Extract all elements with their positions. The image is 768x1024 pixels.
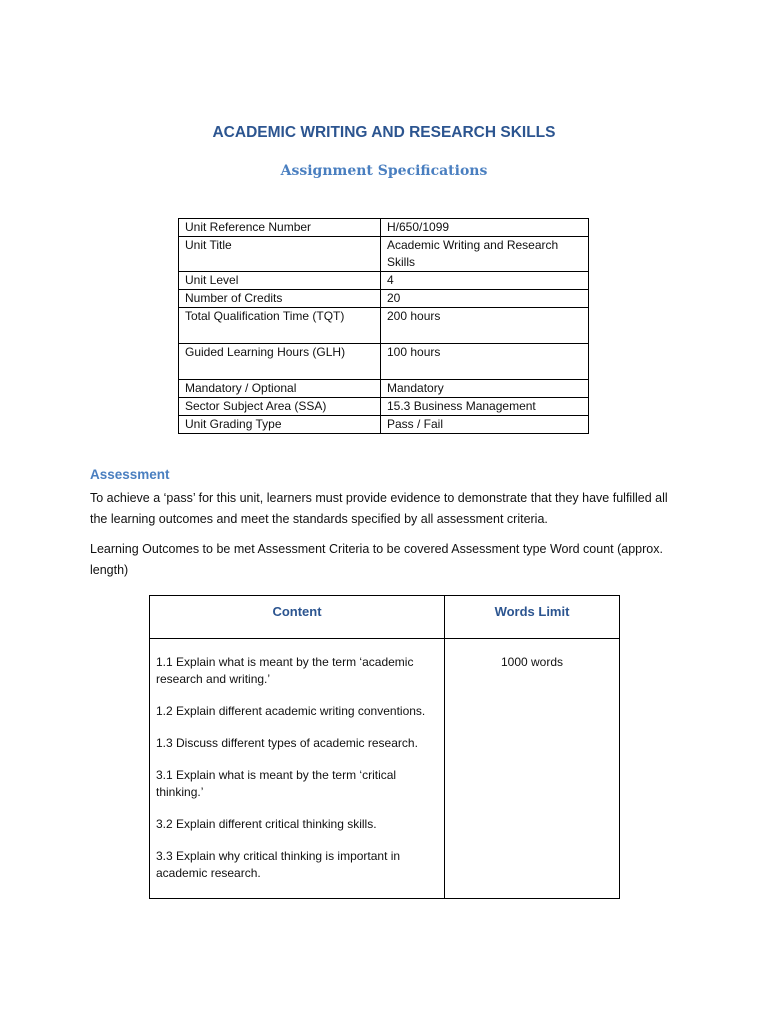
- spec-value: 200 hours: [381, 308, 589, 344]
- table-row: [179, 344, 589, 380]
- spec-value: 20: [381, 290, 589, 308]
- content-header: Content: [150, 596, 445, 639]
- spec-value: Mandatory: [381, 380, 589, 398]
- table-row: [150, 639, 620, 899]
- learning-outcome: 3.3 Explain why critical thinking is important in academic research.: [156, 849, 401, 880]
- spec-label: Unit Title: [179, 237, 381, 272]
- spec-label: Mandatory / Optional: [179, 380, 381, 398]
- table-row: [179, 416, 589, 434]
- table-header-row: [150, 596, 620, 639]
- spec-label: Unit Level: [179, 272, 381, 290]
- table-row: [179, 237, 589, 272]
- table-row: [179, 398, 589, 416]
- spec-value: Pass / Fail: [381, 416, 589, 434]
- assessment-intro: To achieve a ‘pass’ for this unit, learners must provide evidence to demonstrate that they have fulfilled all the learning outcomes and meet the standards specified by all assessment criteria.: [90, 491, 668, 526]
- learning-outcome: 3.2 Explain different critical thinking skills.: [156, 817, 377, 831]
- learning-outcome: 1.3 Discuss different types of academic research.: [156, 736, 418, 750]
- spec-value: 15.3 Business Management: [381, 398, 589, 416]
- table-row: [179, 308, 589, 344]
- document-title: ACADEMIC WRITING AND RESEARCH SKILLS: [212, 124, 556, 141]
- spec-label: Guided Learning Hours (GLH): [179, 344, 381, 380]
- word-limit-cell: [445, 639, 620, 899]
- learning-outcome: 3.1 Explain what is meant by the term ‘critical thinking.’: [156, 768, 397, 799]
- learning-outcome: 1.2 Explain different academic writing conventions.: [156, 704, 426, 718]
- table-row: [179, 219, 589, 237]
- spec-label: Sector Subject Area (SSA): [179, 398, 381, 416]
- spec-value: 100 hours: [381, 344, 589, 380]
- table-row: [179, 272, 589, 290]
- assessment-heading: Assessment: [90, 467, 170, 482]
- document-subtitle: Assignment Specifications: [280, 163, 488, 179]
- spec-value: 4: [381, 272, 589, 290]
- spec-label: Total Qualification Time (TQT): [179, 308, 381, 344]
- spec-label: Number of Credits: [179, 290, 381, 308]
- content-table: [149, 595, 620, 899]
- table-row: [179, 290, 589, 308]
- spec-label: Unit Grading Type: [179, 416, 381, 434]
- spec-value: Academic Writing and Research Skills: [381, 237, 589, 272]
- words-limit-header: Words Limit: [445, 596, 620, 639]
- spec-label: Unit Reference Number: [179, 219, 381, 237]
- learning-outcome: 1.1 Explain what is meant by the term ‘academic research and writing.’: [156, 655, 414, 686]
- table-row: [179, 380, 589, 398]
- spec-value: H/650/1099: [381, 219, 589, 237]
- assessment-columns-note: Learning Outcomes to be met Assessment Criteria to be covered Assessment type Word count (approx. length): [90, 542, 663, 577]
- word-limit-value: 1000 words: [500, 655, 564, 669]
- learning-outcomes-cell: [150, 639, 445, 899]
- unit-spec-table: [178, 218, 589, 434]
